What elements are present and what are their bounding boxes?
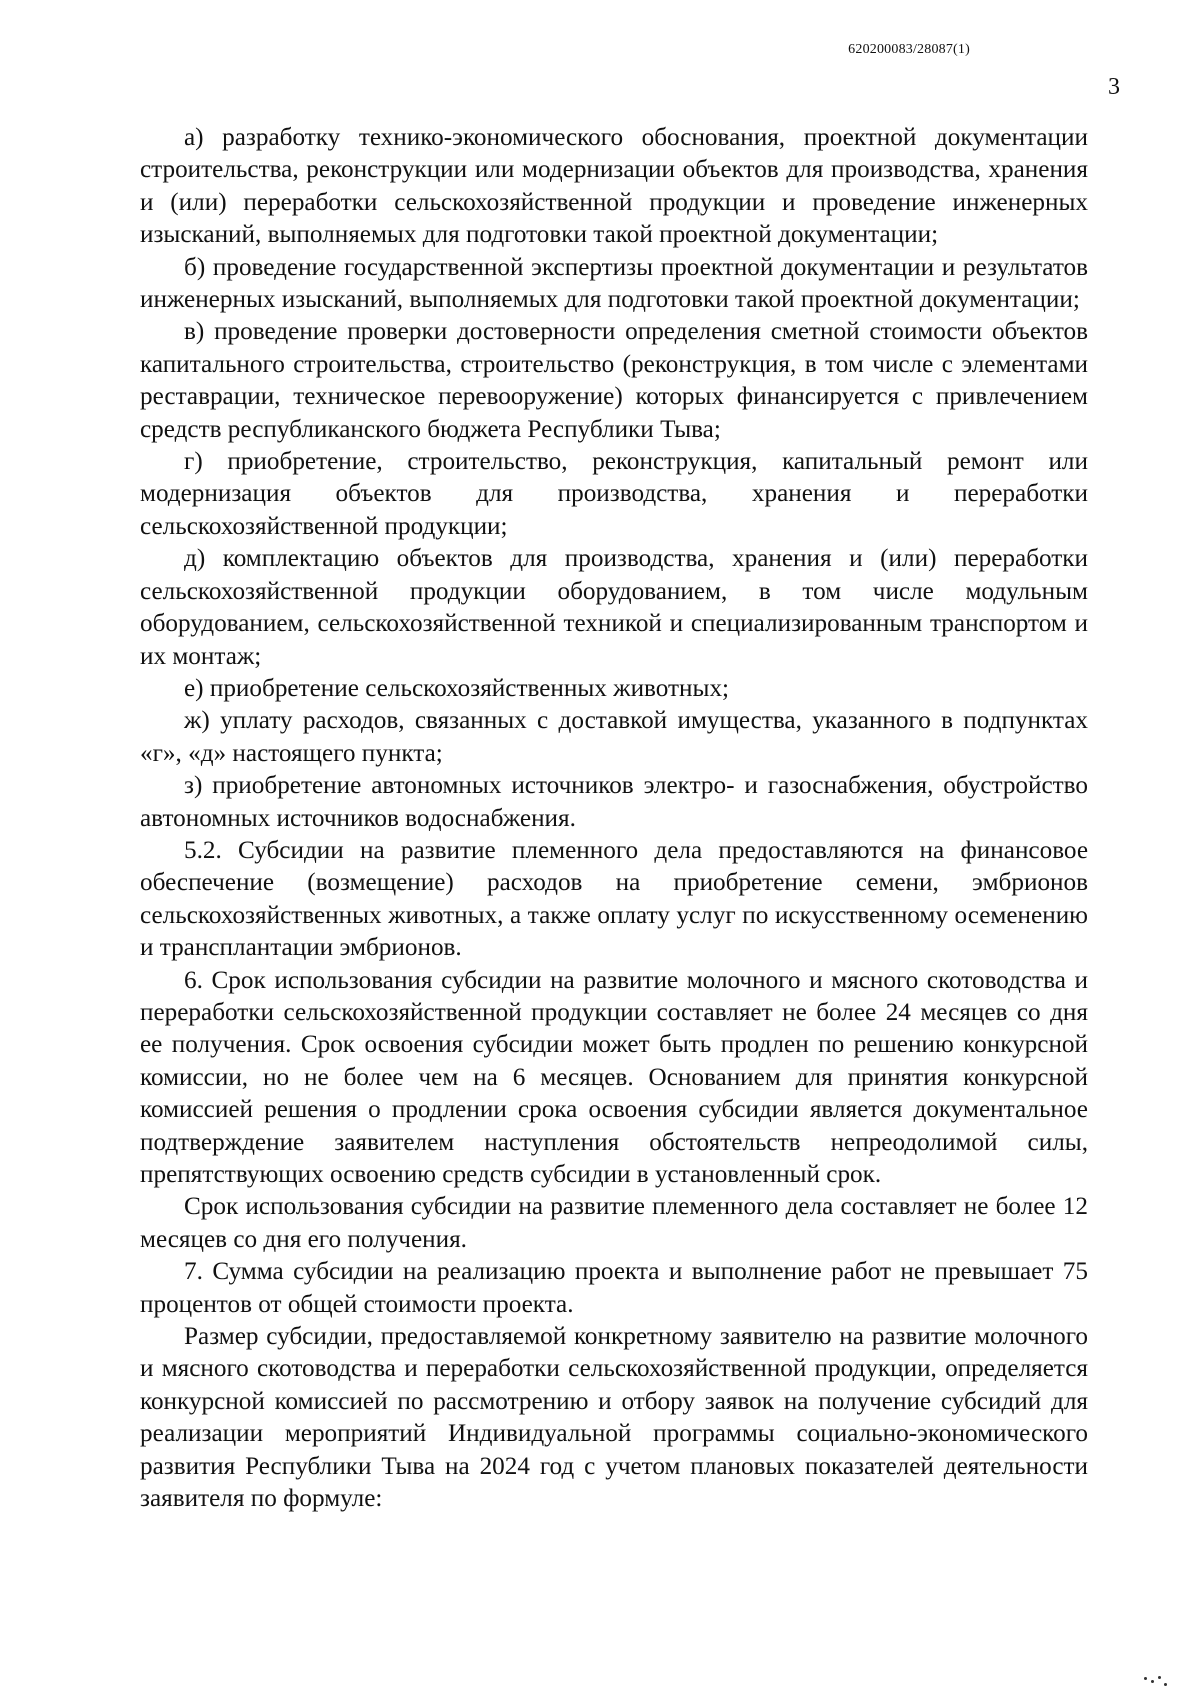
paragraph-e: е) приобретение сельскохозяйственных животных; (184, 674, 730, 702)
paragraph-a: а) разработку технико-экономического обоснования, проектной документации строительства, реконструкции или модернизации объектов для производства, хранения и (или) переработки сельскохозяйственной продукции и проведение инженерных изысканий, выполняемых для подготовки такой проектной документации; (140, 124, 1088, 249)
paragraph-z: з) приобретение автономных источников электро- и газоснабжения, обустройство автономных источников водоснабжения. (140, 772, 1088, 832)
paragraph-5-2: 5.2. Субсидии на развитие племенного дела предоставляются на финансовое обеспечение (возмещение) расходов на приобретение семени, эмбрионов сельскохозяйственных животных, а также оплату услуг по искусственному осеменению и трансплантации эмбрионов. (140, 836, 1088, 962)
page-number: 3 (1108, 74, 1120, 100)
paragraph-d: д) комплектацию объектов для производства, хранения и (или) переработки сельскохозяйственной продукции оборудованием, в том числе модульным оборудованием, сельскохозяйственной техникой и специализированным транспортом и их монтаж; (140, 545, 1088, 670)
paragraph-zh: ж) уплату расходов, связанных с доставкой имущества, указанного в подпунктах «г», «д» настоящего пункта; (140, 707, 1088, 767)
paragraph-v: в) проведение проверки достоверности определения сметной стоимости объектов капитального строительства, строительство (реконструкция, в том числе с элементами реставрации, техническое перевооружение) которых финансируется с привлечением средств республиканского бюджета Республики Тыва; (140, 318, 1088, 443)
scan-artifact (1142, 1675, 1170, 1689)
paragraph-6-breeding-term: Срок использования субсидии на развитие племенного дела составляет не более 12 месяцев со дня его получения. (140, 1193, 1088, 1253)
document-id: 620200083/28087(1) (848, 42, 970, 57)
document-body (140, 122, 1088, 1515)
paragraph-7-subsidy-size: Размер субсидии, предоставляемой конкретному заявителю на развитие молочного и мясного скотоводства и переработки сельскохозяйственной продукции, определяется конкурсной комиссией по рассмотрению и отбору заявок на получение субсидий для реализации мероприятий Индивидуальной программы социально-экономического развития Республики Тыва на 2024 год с учетом плановых показателей деятельности заявителя по формуле: (140, 1323, 1088, 1513)
paragraph-b: б) проведение государственной экспертизы проектной документации и результатов инженерных изысканий, выполняемых для подготовки такой проектной документации; (140, 253, 1088, 314)
paragraph-g: г) приобретение, строительство, реконструкция, капитальный ремонт или модернизация объектов для производства, хранения и переработки сельскохозяйственной продукции; (140, 448, 1088, 540)
paragraph-6: 6. Срок использования субсидии на развитие молочного и мясного скотоводства и переработки сельскохозяйственной продукции составляет не более 24 месяцев со дня ее получения. Срок освоения субсидии может быть продлен по решению конкурсной комиссии, но не более чем на 6 месяцев. Основанием для принятия конкурсной комиссией решения о продлении срока освоения субсидии является документальное подтверждение заявителем наступления обстоятельств непреодолимой силы, препятствующих освоению средств субсидии в установленный срок. (140, 966, 1088, 1188)
paragraph-7: 7. Сумма субсидии на реализацию проекта и выполнение работ не превышает 75 процентов от общей стоимости проекта. (140, 1258, 1088, 1318)
